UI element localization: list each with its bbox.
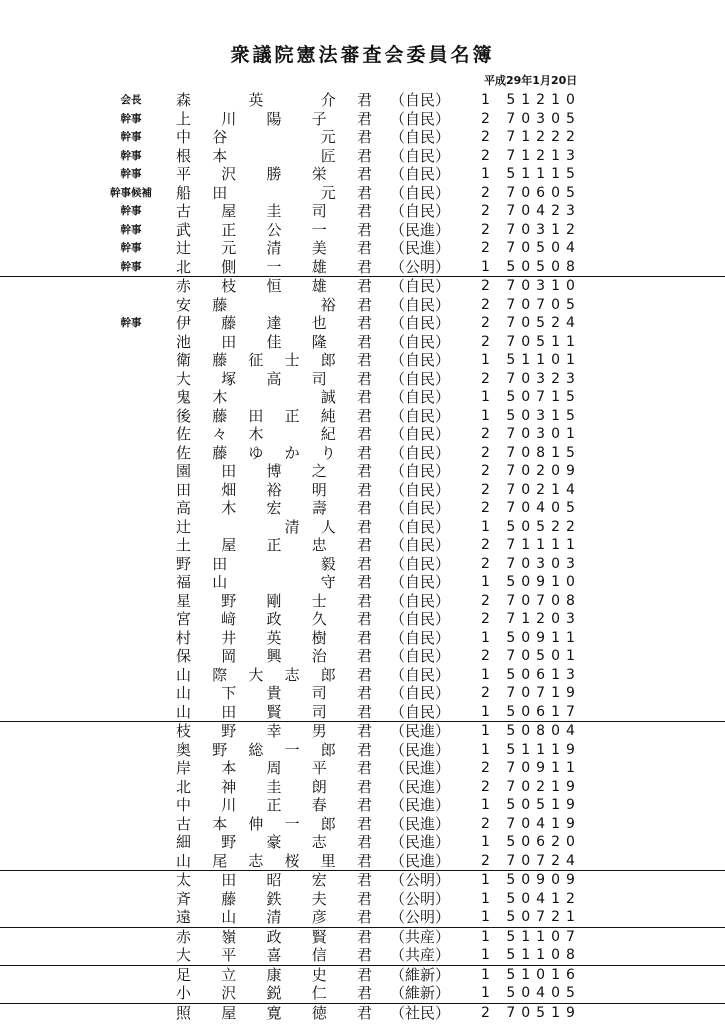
member-role: 幹事 xyxy=(120,260,142,273)
table-row xyxy=(0,147,725,166)
member-room-number: 1 50522 xyxy=(481,518,581,535)
member-room-number: 2 70214 xyxy=(481,481,581,498)
table-row xyxy=(0,629,725,648)
member-room-number: 2 71111 xyxy=(481,537,581,553)
member-room-number: 2 70419 xyxy=(481,815,581,832)
member-role: 幹事 xyxy=(120,242,142,254)
table-row xyxy=(0,370,725,389)
table-row xyxy=(0,684,725,703)
table-row xyxy=(0,833,725,852)
member-name: 中 川 正 春 君 xyxy=(176,796,372,814)
member-room-number: 2 70815 xyxy=(481,444,581,461)
member-party: （民進） xyxy=(390,722,451,740)
member-name: 村 井 英 樹 君 xyxy=(176,628,372,647)
member-role: 幹事 xyxy=(120,317,142,329)
table-row xyxy=(0,91,725,110)
table-row xyxy=(0,759,725,778)
member-name: 園 田 博 之 君 xyxy=(176,462,372,480)
table-row xyxy=(0,239,725,258)
member-party: （自民） xyxy=(390,295,451,314)
member-name: 赤 嶺 政 賢 君 xyxy=(176,927,372,946)
member-name: 安 藤 裕 君 xyxy=(176,295,372,314)
member-party: （自民） xyxy=(390,183,451,202)
member-name: 辻 清 人 君 xyxy=(176,517,372,536)
member-party: （自民） xyxy=(390,332,451,351)
table-row xyxy=(0,647,725,666)
member-room-number: 1 50405 xyxy=(481,985,581,1001)
member-room-number: 2 70303 xyxy=(481,555,581,572)
member-name: 枝 野 幸 男 君 xyxy=(176,722,372,740)
member-room-number: 2 71203 xyxy=(481,611,581,627)
member-name: 辻 元 清 美 君 xyxy=(176,239,372,257)
member-role: 幹事候補 xyxy=(110,186,152,199)
member-room-number: 2 70209 xyxy=(481,463,581,479)
member-party: （維新） xyxy=(390,984,451,1002)
member-role: 会長 xyxy=(120,94,142,106)
member-name: 保 岡 興 治 君 xyxy=(176,647,372,665)
document-date: 平成29年1月20日 xyxy=(484,74,578,87)
member-room-number: 2 70504 xyxy=(481,240,581,256)
member-name: 奥 野 総 一 郎 君 xyxy=(176,740,372,759)
member-name: 山 尾 志 桜 里 君 xyxy=(176,851,372,870)
member-roster xyxy=(0,91,725,1022)
member-role: 幹事 xyxy=(120,223,142,236)
member-name: 岸 本 周 平 君 xyxy=(176,759,372,777)
table-row xyxy=(0,890,725,909)
member-name: 佐 々 木 紀 君 xyxy=(176,425,372,443)
table-row xyxy=(0,425,725,444)
member-room-number: 1 51210 xyxy=(481,92,581,108)
member-name: 上 川 陽 子 君 xyxy=(176,109,372,128)
table-row xyxy=(0,333,725,352)
table-row xyxy=(0,721,725,741)
member-room-number: 2 71213 xyxy=(481,147,581,164)
table-row xyxy=(0,110,725,129)
member-room-number: 1 51101 xyxy=(481,352,581,368)
member-party: （自民） xyxy=(390,554,451,573)
table-row xyxy=(0,703,725,722)
member-room-number: 1 51107 xyxy=(481,928,581,945)
member-name: 足 立 康 史 君 xyxy=(176,965,372,984)
member-room-number: 2 70305 xyxy=(481,110,581,127)
member-name: 細 野 豪 志 君 xyxy=(176,833,372,851)
member-party: （民進） xyxy=(390,796,451,814)
member-room-number: 1 50315 xyxy=(481,407,581,424)
member-name: 佐 藤 ゆ か り 君 xyxy=(176,443,372,462)
member-party: （自民） xyxy=(390,369,451,388)
member-name: 伊 藤 達 也 君 xyxy=(176,314,372,332)
member-name: 田 畑 裕 明 君 xyxy=(176,480,372,499)
member-name: 高 木 宏 壽 君 xyxy=(176,499,372,517)
member-room-number: 2 70708 xyxy=(481,592,581,609)
table-row xyxy=(0,128,725,147)
member-name: 星 野 剛 士 君 xyxy=(176,591,372,610)
table-row xyxy=(0,296,725,315)
table-row xyxy=(0,536,725,555)
member-role: 幹事 xyxy=(120,168,142,180)
table-row xyxy=(0,946,725,965)
member-party: （民進） xyxy=(390,220,451,239)
member-party: （自民） xyxy=(390,425,451,443)
member-room-number: 2 70310 xyxy=(481,278,581,294)
member-role: 幹事 xyxy=(120,112,142,125)
member-party: （自民） xyxy=(390,146,451,165)
member-party: （自民） xyxy=(390,128,451,146)
member-name: 船 田 元 君 xyxy=(176,183,372,202)
table-row xyxy=(0,202,725,221)
table-row xyxy=(0,1003,725,1023)
table-row xyxy=(0,407,725,426)
member-room-number: 2 70524 xyxy=(481,315,581,331)
member-party: （自民） xyxy=(390,351,451,369)
table-row xyxy=(0,462,725,481)
member-name: 土 屋 正 忠 君 xyxy=(176,536,372,554)
member-party: （公明） xyxy=(390,257,451,276)
member-room-number: 2 70519 xyxy=(481,1004,581,1021)
table-row xyxy=(0,852,725,871)
member-name: 古 本 伸 一 郎 君 xyxy=(176,814,372,833)
table-row xyxy=(0,610,725,629)
member-room-number: 2 70423 xyxy=(481,203,581,219)
table-row xyxy=(0,984,725,1003)
member-party: （自民） xyxy=(390,702,451,721)
member-party: （共産） xyxy=(390,927,451,946)
member-room-number: 1 50613 xyxy=(481,666,581,683)
table-row xyxy=(0,444,725,463)
member-role: 幹事 xyxy=(120,149,142,162)
member-name: 北 神 圭 朗 君 xyxy=(176,777,372,796)
member-party: （自民） xyxy=(390,628,451,647)
member-name: 鬼 木 誠 君 xyxy=(176,388,372,406)
member-room-number: 1 51119 xyxy=(481,741,581,758)
member-party: （民進） xyxy=(390,759,451,777)
member-party: （自民） xyxy=(390,202,451,220)
member-room-number: 1 50617 xyxy=(481,703,581,720)
table-row xyxy=(0,796,725,815)
member-room-number: 1 51016 xyxy=(481,966,581,983)
member-room-number: 1 50620 xyxy=(481,834,581,850)
member-room-number: 1 50804 xyxy=(481,723,581,739)
member-party: （自民） xyxy=(390,573,451,591)
member-room-number: 1 50909 xyxy=(481,872,581,888)
table-row xyxy=(0,908,725,927)
member-party: （維新） xyxy=(390,965,451,984)
member-room-number: 1 50508 xyxy=(481,258,581,275)
member-room-number: 1 50715 xyxy=(481,389,581,405)
member-name: 池 田 佳 隆 君 xyxy=(176,332,372,351)
table-row xyxy=(0,666,725,685)
table-row xyxy=(0,573,725,592)
table-row xyxy=(0,741,725,760)
table-row xyxy=(0,276,725,296)
member-name: 宮 﨑 政 久 君 xyxy=(176,610,372,628)
member-party: （民進） xyxy=(390,777,451,796)
table-row xyxy=(0,499,725,518)
member-party: （自民） xyxy=(390,406,451,425)
member-party: （民進） xyxy=(390,239,451,257)
member-party: （自民） xyxy=(390,665,451,684)
member-name: 後 藤 田 正 純 君 xyxy=(176,406,372,425)
member-party: （自民） xyxy=(390,165,451,183)
member-room-number: 2 70724 xyxy=(481,852,581,869)
member-name: 斉 藤 鉄 夫 君 xyxy=(176,889,372,908)
member-party: （民進） xyxy=(390,851,451,870)
member-name: 山 下 貴 司 君 xyxy=(176,684,372,702)
member-room-number: 1 50910 xyxy=(481,574,581,590)
member-room-number: 1 51115 xyxy=(481,166,581,182)
member-party: （自民） xyxy=(390,443,451,462)
member-name: 平 沢 勝 栄 君 xyxy=(176,165,372,183)
member-party: （自民） xyxy=(390,109,451,128)
member-name: 山 田 賢 司 君 xyxy=(176,702,372,721)
member-party: （自民） xyxy=(390,91,451,109)
member-party: （共産） xyxy=(390,946,451,964)
member-room-number: 1 50519 xyxy=(481,797,581,813)
member-party: （自民） xyxy=(390,610,451,628)
member-room-number: 2 70501 xyxy=(481,648,581,664)
table-row xyxy=(0,314,725,333)
member-party: （民進） xyxy=(390,833,451,851)
member-party: （自民） xyxy=(390,499,451,517)
table-row xyxy=(0,518,725,537)
member-name: 小 沢 鋭 仁 君 xyxy=(176,984,372,1002)
member-room-number: 2 70405 xyxy=(481,500,581,516)
member-name: 古 屋 圭 司 君 xyxy=(176,202,372,220)
member-name: 福 山 守 君 xyxy=(176,573,372,591)
member-room-number: 1 51108 xyxy=(481,947,581,963)
member-room-number: 2 70219 xyxy=(481,778,581,795)
member-room-number: 2 70511 xyxy=(481,333,581,350)
member-party: （社民） xyxy=(390,1003,451,1022)
member-role: 幹事 xyxy=(120,205,142,217)
member-party: （自民） xyxy=(390,591,451,610)
table-row xyxy=(0,221,725,240)
member-room-number: 2 71222 xyxy=(481,129,581,145)
member-name: 大 平 喜 信 君 xyxy=(176,946,372,964)
table-row xyxy=(0,165,725,184)
member-room-number: 2 70323 xyxy=(481,370,581,387)
member-name: 太 田 昭 宏 君 xyxy=(176,871,372,889)
member-party: （自民） xyxy=(390,684,451,702)
table-row xyxy=(0,258,725,277)
member-name: 森 英 介 君 xyxy=(176,91,372,109)
table-row xyxy=(0,965,725,985)
table-row xyxy=(0,778,725,797)
member-party: （自民） xyxy=(390,480,451,499)
member-party: （自民） xyxy=(390,388,451,406)
member-name: 遠 山 清 彦 君 xyxy=(176,908,372,926)
member-name: 大 塚 高 司 君 xyxy=(176,369,372,388)
member-party: （自民） xyxy=(390,647,451,665)
member-party: （民進） xyxy=(390,740,451,759)
member-room-number: 2 70705 xyxy=(481,296,581,313)
table-row xyxy=(0,870,725,890)
member-name: 衛 藤 征 士 郎 君 xyxy=(176,351,372,369)
table-row xyxy=(0,481,725,500)
table-row xyxy=(0,815,725,834)
member-room-number: 2 70719 xyxy=(481,685,581,701)
member-party: （自民） xyxy=(390,517,451,536)
table-row xyxy=(0,555,725,574)
member-name: 照 屋 寛 徳 君 xyxy=(176,1003,372,1022)
member-party: （自民） xyxy=(390,277,451,295)
member-name: 赤 枝 恒 雄 君 xyxy=(176,277,372,295)
table-row xyxy=(0,927,725,947)
member-party: （自民） xyxy=(390,314,451,332)
member-room-number: 2 70301 xyxy=(481,426,581,442)
table-row xyxy=(0,184,725,203)
member-party: （公明） xyxy=(390,908,451,926)
member-name: 武 正 公 一 君 xyxy=(176,220,372,239)
member-room-number: 1 50911 xyxy=(481,629,581,646)
member-party: （公明） xyxy=(390,871,451,889)
member-name: 山 際 大 志 郎 君 xyxy=(176,665,372,684)
member-name: 北 側 一 雄 君 xyxy=(176,257,372,276)
table-row xyxy=(0,388,725,407)
member-name: 野 田 毅 君 xyxy=(176,554,372,573)
table-row xyxy=(0,592,725,611)
member-room-number: 1 50412 xyxy=(481,890,581,907)
member-party: （自民） xyxy=(390,462,451,480)
member-party: （民進） xyxy=(390,814,451,833)
member-room-number: 1 50721 xyxy=(481,909,581,925)
member-party: （自民） xyxy=(390,536,451,554)
member-name: 根 本 匠 君 xyxy=(176,146,372,165)
member-room-number: 2 70911 xyxy=(481,760,581,776)
member-room-number: 2 70312 xyxy=(481,221,581,238)
document-title: 衆議院憲法審査会委員名簿 xyxy=(230,44,495,66)
member-name: 中 谷 元 君 xyxy=(176,128,372,146)
member-room-number: 2 70605 xyxy=(481,184,581,201)
table-row xyxy=(0,351,725,370)
member-party: （公明） xyxy=(390,889,451,908)
member-role: 幹事 xyxy=(120,131,142,143)
